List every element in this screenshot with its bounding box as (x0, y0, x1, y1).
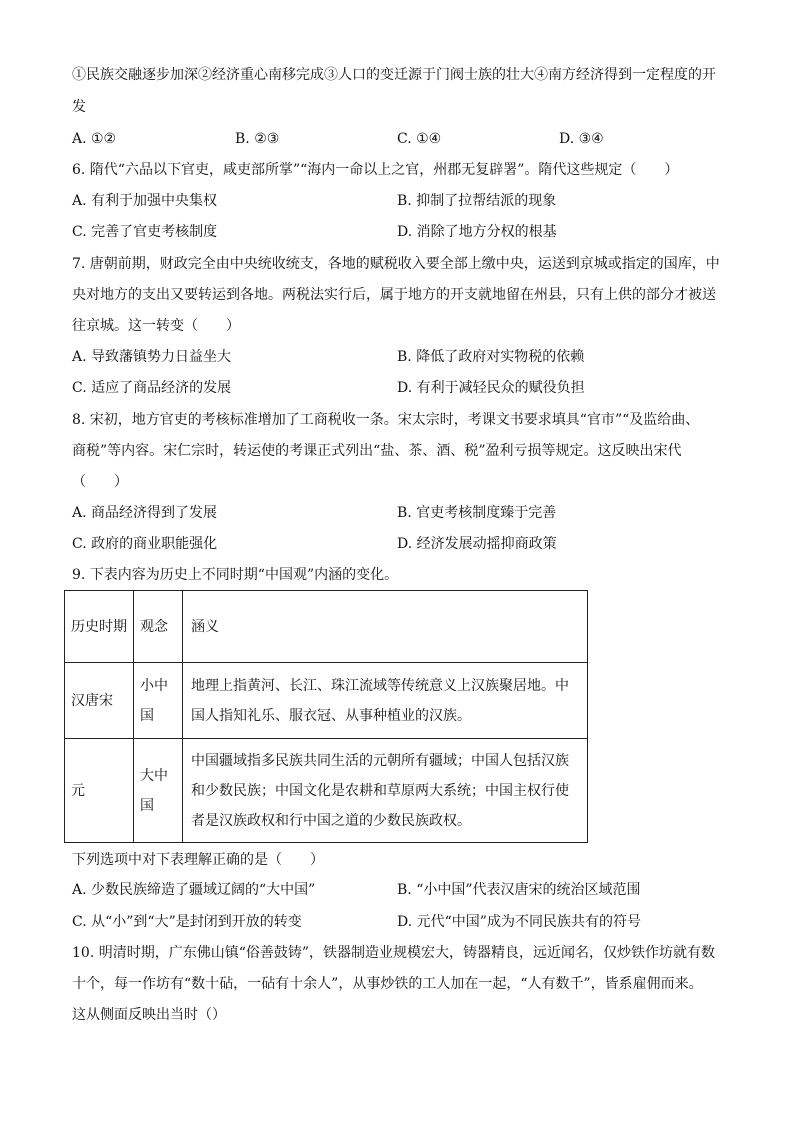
q9-option-c[interactable]: C. 从“小”到“大”是封闭到开放的转变 (72, 914, 302, 930)
q9-option-b[interactable]: B. “小中国”代表汉唐宋的统治区域范围 (397, 882, 641, 898)
table-header-period: 历史时期 (65, 591, 134, 663)
q9-question: 下列选项中对下表理解正确的是（ ） (72, 852, 324, 868)
q8-stem-line2: 商税”等内容。宋仁宗时，转运使的考课正式列出“盐、茶、酒、税”盈利亏损等规定。这反映出宋代 (72, 443, 682, 459)
q6-option-d[interactable]: D. 消除了地方分权的根基 (397, 224, 557, 240)
q5-option-d[interactable]: D. ③④ (559, 131, 604, 147)
q10-stem-line3: 这从侧面反映出当时（） (72, 1007, 226, 1023)
q5-option-b[interactable]: B. ②③ (235, 131, 280, 147)
q6-stem: 6. 隋代“六品以下官吏，咸吏部所掌”“海内一命以上之官，州郡无复辟署”。隋代这些规定（ ） (72, 162, 679, 178)
q9-option-d[interactable]: D. 元代“中国”成为不同民族共有的符号 (397, 914, 641, 930)
q6-option-a[interactable]: A. 有利于加强中央集权 (72, 193, 218, 209)
china-concept-table (64, 590, 588, 843)
q5-stem-line2: 发 (72, 99, 86, 115)
table-cell-meaning: 中国疆域指多民族共同生活的元朝所有疆域；中国人包括汉族和少数民族；中国文化是农耕和草原两大系统；中国主权行使者是汉族政权和行中国之道的少数民族政权。 (183, 739, 588, 843)
table-cell-concept: 大中国 (134, 739, 183, 843)
table-header-concept: 观念 (134, 591, 183, 663)
q7-stem-line3: 往京城。这一转变（ ） (72, 318, 240, 334)
table-header-meaning: 涵义 (183, 591, 588, 663)
q8-option-b[interactable]: B. 官吏考核制度臻于完善 (397, 505, 557, 521)
table-cell-meaning: 地理上指黄河、长江、珠江流域等传统意义上汉族聚居地。中国人指知礼乐、服衣冠、从事种植业的汉族。 (183, 663, 588, 739)
q7-option-d[interactable]: D. 有利于减轻民众的赋役负担 (397, 380, 585, 396)
q9-option-a[interactable]: A. 少数民族缔造了疆域辽阔的“大中国” (72, 882, 316, 898)
q7-option-a[interactable]: A. 导致藩镇势力日益坐大 (72, 349, 232, 365)
q8-stem-line3: （ ） (72, 474, 128, 490)
q8-option-c[interactable]: C. 政府的商业职能强化 (72, 536, 218, 552)
q7-option-c[interactable]: C. 适应了商品经济的发展 (72, 380, 232, 396)
q5-option-c[interactable]: C. ①④ (397, 131, 442, 147)
table-row (65, 739, 588, 843)
q8-option-a[interactable]: A. 商品经济得到了发展 (72, 505, 218, 521)
q10-stem-line2: 十个，每一作坊有“数十砧，一砧有十余人”，从事炒铁的工人加在一起，“人有数千”，皆系雇佣而来。 (72, 976, 703, 992)
q10-stem-line1: 10. 明清时期，广东佛山镇“俗善鼓铸”，铁器制造业规模宏大，铸器精良，远近闻名，仅炒铁作坊就有数 (72, 945, 716, 961)
table-cell-period: 汉唐宋 (65, 663, 134, 739)
q5-option-a[interactable]: A. ①② (72, 131, 117, 147)
q9-stem: 9. 下表内容为历史上不同时期“中国观”内涵的变化。 (72, 567, 399, 583)
q6-option-b[interactable]: B. 抑制了拉帮结派的现象 (397, 193, 557, 209)
q7-stem-line1: 7. 唐朝前期，财政完全由中央统收统支，各地的赋税收入要全部上缴中央，运送到京城或指定的国库，中 (72, 256, 720, 272)
q8-option-d[interactable]: D. 经济发展动摇抑商政策 (397, 536, 557, 552)
q7-option-b[interactable]: B. 降低了政府对实物税的依赖 (397, 349, 585, 365)
q7-stem-line2: 央对地方的支出又要转运到各地。两税法实行后，属于地方的开支就地留在州县，只有上供的部分才被送 (72, 287, 716, 303)
q6-option-c[interactable]: C. 完善了官吏考核制度 (72, 224, 218, 240)
table-cell-concept: 小中国 (134, 663, 183, 739)
q5-stem-line1: ①民族交融逐步加深②经济重心南移完成③人口的变迁源于门阀士族的壮大④南方经济得到一定程度的开 (72, 67, 716, 83)
table-row (65, 663, 588, 739)
table-cell-period: 元 (65, 739, 134, 843)
table-header-row (65, 591, 588, 663)
q8-stem-line1: 8. 宋初，地方官吏的考核标准增加了工商税收一条。宋太宗时，考课文书要求填具“官市”“及监给曲、 (72, 412, 700, 428)
